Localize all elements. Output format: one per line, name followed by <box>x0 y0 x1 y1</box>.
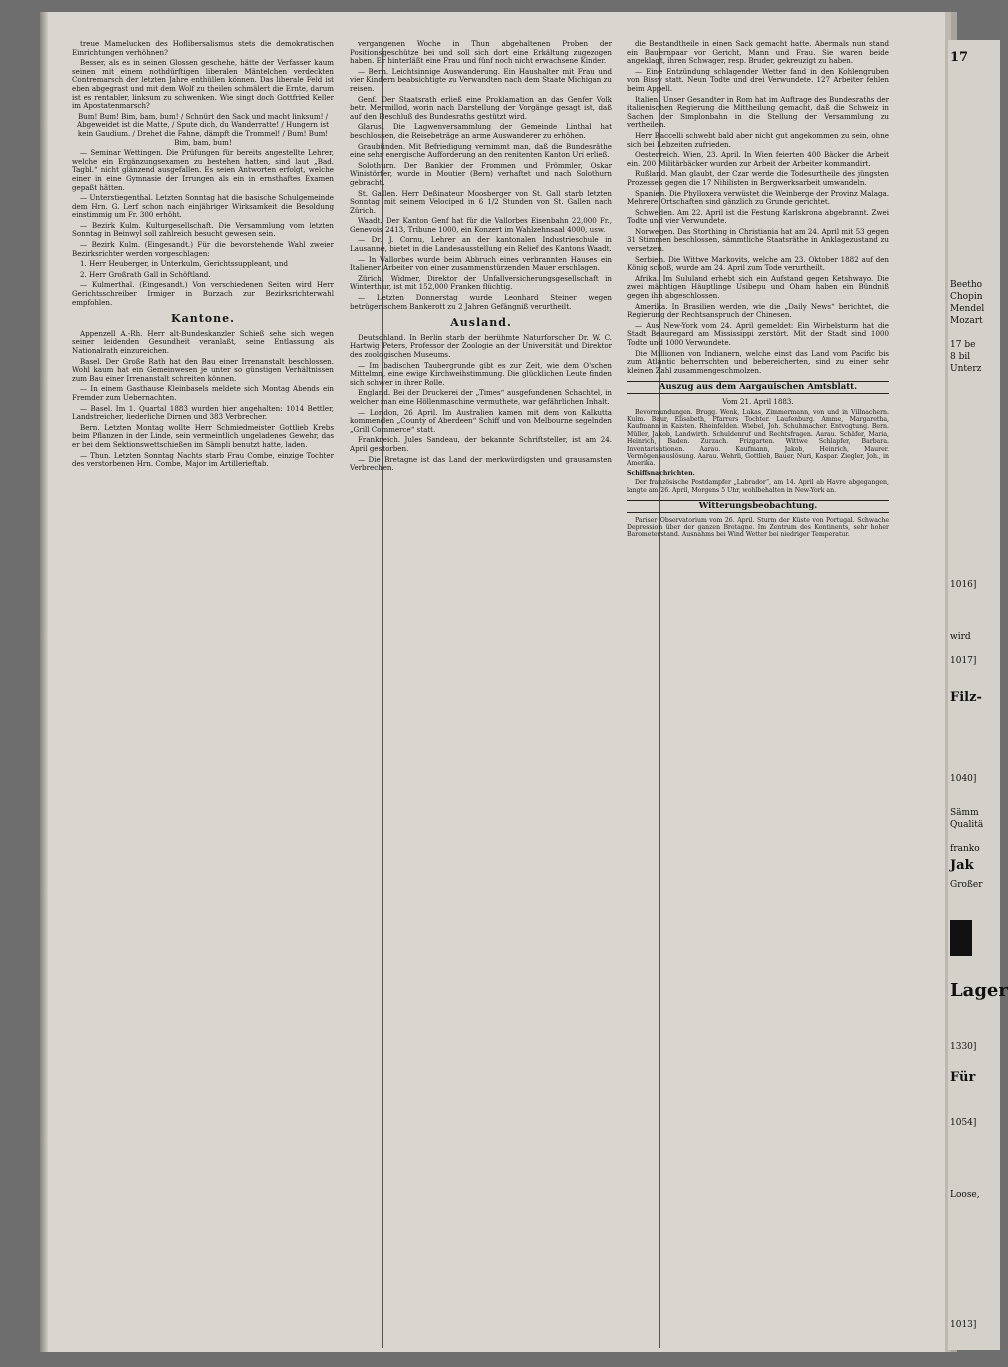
strip-text: Jak <box>950 858 974 873</box>
section-heading-ausland: Ausland. <box>450 316 512 330</box>
paragraph: treue Mamelucken des Hoflibersalismus stets die demokratischen Einrichtungen verhöhnen? <box>72 39 334 57</box>
paragraph: Graubünden. Mit Befriedigung vernimmt man, daß die Bundesräthe eine sehr energische Aufforderung an den renitenten Kanton Uri erließ. <box>350 141 612 160</box>
weather-text: Pariser Observatorium vom 26. April. Sturm der Küste von Portugal. Schwache Depression über der ganzen Bretagne. Im Zentrum des Kontinents, sehr hoher Barometerstand. Ausnahms bei Wind Wetter bei niedriger Temperatur. <box>627 516 889 539</box>
paragraph: Glarus. Die Lagwenversammlung der Gemeinde Linthal hat beschlossen, die Reisebeträge an arme Auswanderer zu erhöhen. <box>350 122 612 140</box>
strip-text: Mendel <box>950 304 985 314</box>
paragraph: Afrika. Im Sululand erhebt sich ein Aufstand gegen Ketshwayo. Die zwei mächtigen Häuptlinge Usibepu und Oham haben ein Bündniß gegen ihn abgeschlossen. <box>627 273 889 301</box>
paragraph: Besser, als es in seinen Glossen geschehe, hätte der Verfasser kaum seinen mit einem nothdürftigen liberalen Mäntelchen verdeckten Contremarsch der letzten Jahre enthüllen können. Das liberale Feld ist eben abgegrast und mit dem Wolf zu theilen schmälert die Ernte, darum ist es rentabler, linksum zu schwenken. Wie singt doch Gottfried Keller im Apostatenmarsch? <box>72 58 334 111</box>
paragraph: — Eine Entzündung schlagender Wetter fand in den Kohlengruben von Bissy statt. Neun Todte und drei Verwundete. 127 Arbeiter fehlen beim Appell. <box>627 66 889 93</box>
paragraph: Oesterreich. Wien, 23. April. In Wien feierten 400 Bäcker die Arbeit ein. 200 Militärbäcker wurden zur Arbeit der Arbeiter kommandirt. <box>627 150 889 168</box>
strip-text: Filz- <box>950 690 982 705</box>
paragraph: vergangenen Woche in Thun abgehaltenen Proben der Positionsgeschütze bei und soll sich dort eine Erkältung zugezogen haben. Er hinterläßt eine Frau und fünf noch nicht erwachsene Kinder. <box>350 39 612 66</box>
paragraph: Schweden. Am 22. April ist die Festung Karlskrona abgebrannt. Zwei Todte und vier Verwundete. <box>627 207 889 226</box>
strip-text: 1017] <box>950 656 977 666</box>
paragraph: Waadt. Der Kanton Genf hat für die Vallorbes Eisenbahn 22,000 Fr., Genevois 2413, Tribune 1000, ein Konzert im Wahlzehnsaal 4000, usw. <box>350 216 612 234</box>
strip-text: 8 bil <box>950 352 971 362</box>
strip-text: 1040] <box>950 774 977 784</box>
poem-verse: Bum! Bum! Bim, bam, bum! / Schnürt den Sack und macht linksum! / Abgeweidet ist die Matte, / Spute dich, du Wanderratte! / Hungern ist kein Gaudium. / Drehet die Fahne, dämpft die Trommel! / Bum! Bum! Bim, bam, bum! <box>76 111 330 147</box>
paragraph: Genf. Der Staatsrath erließ eine Proklamation an das Genfer Volk betr. Mermillod, worin nach Darstellung der Vorgänge gesagt ist, daß auf den Beschluß des Bundesraths gestützt wird. <box>350 94 612 121</box>
candidate-item: 1. Herr Heuberger, in Unterkulm, Gerichtssuppleant, und <box>80 259 288 269</box>
paragraph: Bern. Letzten Montag wollte Herr Schmiedmeister Gottlieb Krebs beim Pflanzen in der Linde, sein vermeintlich ungeladenes Gewehr, das er bei dem Sektionswettschießen im Sämpli benutzt hatte, laden. <box>72 422 334 449</box>
paragraph: Appenzell A.-Rh. Herr alt-Bundeskanzler Schieß sehe sich wegen seiner leidenden Gesundheit veranlaßt, seine Entlassung als Nationalrath einzureichen. <box>72 328 334 355</box>
paragraph: England. Bei der Druckerei der „Times“ ausgefundenen Schachtel, in welcher man eine Höllenmaschine vermuthete, war gefährlichen Inhalt. <box>350 388 612 406</box>
amtsblatt-date: Vom 21. April 1883. <box>722 396 794 406</box>
paragraph: — Seminar Wettingen. Die Prüfungen für bereits angestellte Lehrer, welche ein Ergänzungsexamen zu bestehen hatten, sind laut „Bad. Tagbl.“ nicht glänzend ausgefallen. Es seien Antworten erfolgt, welche einer in eine Gymnasie der Irrungen als ein in ernsthaftes Examen gepaßt hätten. <box>72 148 334 192</box>
paragraph: — Bezirk Kulm. Kulturgesellschaft. Die Versammlung vom letzten Sonntag in Beinwyl soll zahlreich besucht gewesen sein. <box>72 220 334 239</box>
strip-text: Sämm <box>950 808 979 818</box>
cross-icon <box>950 920 972 956</box>
strip-text: 1054] <box>950 1118 977 1128</box>
paragraph: — Dr. J. Cornu, Lehrer an der kantonalen Industrieschule in Lausanne, bietet in die Landesausstellung ein Relief des Kantons Waadt. <box>350 235 612 254</box>
adjacent-page-strip <box>948 40 1008 1350</box>
paragraph: — Aus New-York vom 24. April gemeldet: Ein Wirbelsturm hat die Stadt Beauregard am Mississippi zerstört. Mit der Stadt sind 1000 Todte und 1000 Verwundete. <box>627 320 889 347</box>
strip-text: Mozart <box>950 316 983 326</box>
page-binding-edge <box>40 12 48 1352</box>
strip-text: Beetho <box>950 280 983 290</box>
strip-text: Großer <box>950 880 983 890</box>
column-2 <box>350 40 612 1340</box>
amtsblatt-title: Auszug aus dem Aargauischen Amtsblatt. <box>627 381 889 394</box>
paragraph: Solothurn. Der Bankier der Frommen und Frömmler, Oskar Winistörfer, wurde in Moutier (Bern) verhaftet und nach Solothurn gebracht. <box>350 160 612 187</box>
paragraph: — Die Bretagne ist das Land der merkwürdigsten und grausamsten Verbrechen. <box>350 454 612 473</box>
paragraph: — Kulmerthal. (Eingesandt.) Von verschiedenen Seiten wird Herr Gerichtsschreiber Irmiger in Burzach zur Bezirksrichterwahl empfohlen. <box>72 280 334 307</box>
strip-text: Qualitä <box>950 820 984 830</box>
paragraph: St. Gallen. Herr Deßinateur Moosberger von St. Gall starb letzten Sonntag mit seinem Velociped in 6 1/2 Stunden von St. Gallen nach Zürich. <box>350 188 612 215</box>
strip-text: Loose, <box>950 1190 980 1200</box>
paragraph: Herr Baccelli schwebt bald aber nicht gut angekommen zu sein, ohne sich bei Lebzeiten zufrieden. <box>627 130 889 149</box>
paragraph: Serbien. Die Wittwe Markovits, welche am 23. Oktober 1882 auf den König schoß, wurde am 24. April zum Tode verurtheilt. <box>627 254 889 273</box>
ship-news-title: Schiffsnachrichten. <box>627 469 695 477</box>
strip-text: wird <box>950 632 971 642</box>
paragraph: — Bezirk Kulm. (Eingesandt.) Für die bevorstehende Wahl zweier Bezirksrichter werden vorgeschlagen: <box>72 240 334 258</box>
paragraph: Deutschland. In Berlin starb der berühmte Naturforscher Dr. W. C. Hartwig Peters, Professor der Zoologie an der Universität und Direktor des zoologischen Museums. <box>350 332 612 359</box>
strip-text: 17 be <box>950 340 976 350</box>
weather-title: Witterungsbeobachtung. <box>627 500 889 513</box>
paragraph: — Letzten Donnerstag wurde Leonhard Steiner wegen betrügerischem Bankerott zu 2 Jahren Gefängniß verurtheilt. <box>350 293 612 311</box>
section-heading-kantone: Kantone. <box>171 312 235 326</box>
amtsblatt-text: Bevormundungen. Brugg. Wenk, Lukas, Zimmermann, von und in Villnachern. Kulm. Baur, Elisabeth, Pfarrers Tochter. Laufenburg. Amme, Margaretha, Kaufmann in Kaisten. Rheinfelden. Wiebel, Joh. Schuhmacher. Entvogtung. Bern. Müller, Jakob, Landwirth. Schuldenruf und Rechtsfragen. Aarau. Schäfer, Maria, Heinrich, Baden. Zurzach. Frizgarten. Wittwe Schlapfer, Barbara. Inventarisationen. Aarau. Kaufmann, Jakob, Heinrich, Maurer. Vermögensauslösung. Aarau. Wehrli, Gottlieb, Bauer, Nuri, Kaspar. Ziegler, Joh., in Amerika. <box>627 408 889 468</box>
strip-text: 17 <box>950 50 969 65</box>
paragraph: — Unterstiegenthal. Letzten Sonntag hat die basische Schulgemeinde dem Hrn. G. Lerf schon nach einjähriger Wirksamkeit die Besoldung einstimmig um Fr. 300 erhöht. <box>72 193 334 220</box>
paragraph: die Bestandtheile in einen Sack gemacht hatte. Abermals nun stand ein Bauernpaar vor Gericht, Mann und Frau. Sie waren beide angeklagt, ihren Schwager, resp. Bruder, gekreuzigt zu haben. <box>627 39 889 66</box>
paragraph: Frankreich. Jules Sandeau, der bekannte Schriftsteller, ist am 24. April gestorben. <box>350 435 612 453</box>
paragraph: Zürich. Widmer, Direktor der Unfallversicherungsgesellschaft in Winterthur, ist mit 152,000 Franken flüchtig. <box>350 273 612 292</box>
strip-text: 1013] <box>950 1320 977 1330</box>
paragraph: Basel. Der Große Rath hat den Bau einer Irrenanstalt beschlossen. Wohl kaum hat ein Gemeinwesen je unter so günstigen Verhältnissen zum Bau einer Irrenanstalt schreiten können. <box>72 356 334 383</box>
candidate-item: 2. Herr Großrath Gall in Schöftland. <box>80 269 211 279</box>
strip-text: franko <box>950 844 980 854</box>
paragraph: — Im badischen Taubergrunde gibt es zur Zeit, wie dem O'schen Mittelmn, eine ewige Kirchweihstimmung. Die glücklichen Leute finden sich schwer in ihrer Rolle. <box>350 360 612 387</box>
paragraph: — London, 26 April. Im Australien kamen mit dem von Kalkutta kommenden „County of Aberdeen“ Schiff und von Melbourne segelnden „Grill Commerce“ statt. <box>350 407 612 434</box>
strip-text: 1330] <box>950 1042 977 1052</box>
strip-text: Für <box>950 1070 976 1085</box>
strip-text: 1016] <box>950 580 977 590</box>
paragraph: Norwegen. Das Storthing in Christiania hat am 24. April mit 53 gegen 31 Stimmen beschlossen, sämmtliche Staatsräthe in Anklagezustand zu versetzen. <box>627 226 889 254</box>
paragraph: — Thun. Letzten Sonntag Nachts starb Frau Combe, einzige Tochter des verstorbenen Hrn. Combe, Major im Artillerieftab. <box>72 450 334 469</box>
paragraph: Italien. Unser Gesandter in Rom hat im Auftrage des Bundesraths der italienischen Regierung die Mittheilung gemacht, daß die Schweiz in Sachen der Simplonbahn in die Stellung der Versammlung zu vertheilen. <box>627 94 889 130</box>
paragraph: Rußland. Man glaubt, der Czar werde die Todesurtheile des jüngsten Prozesses gegen die 17 Nihilisten in Bergwerksarbeit umwandeln. <box>627 169 889 187</box>
column-1 <box>72 40 334 1340</box>
paragraph: Spanien. Die Phylloxera verwüstet die Weinberge der Provinz Malaga. Mehrere Ortschaften sind gänzlich zu Grunde gerichtet. <box>627 188 889 207</box>
paragraph: — In Vallorbes wurde beim Abbruch eines verbrannten Hauses ein Italiener Arbeiter von einer zusammenstürzenden Mauer erschlagen. <box>350 254 612 273</box>
strip-text: Unterz <box>950 364 982 374</box>
strip-text: Lager <box>950 980 1008 1001</box>
paragraph: — In einem Gasthause Kleinbasels meldete sich Montag Abends ein Fremder zum Uebernachten. <box>72 384 334 402</box>
ship-news-text: Der französische Postdampfer „Labrador“, am 14. April ab Havre abgegangen, langte am 26. April, Morgens 5 Uhr, wohlbehalten in New-York an. <box>627 479 889 494</box>
paragraph: — Bern. Leichtsinnige Auswanderung. Ein Haushalter mit Frau und vier Kindern beabsichtigte zu Verwandten nach dem Staate Michigan zu reisen. <box>350 66 612 93</box>
column-3 <box>627 40 889 1340</box>
paragraph: — Basel. Im 1. Quartal 1883 wurden hier angehalten: 1014 Bettler, Landstreicher, liederliche Dirnen und 383 Verbrecher. <box>72 403 334 422</box>
strip-text: Chopin <box>950 292 983 302</box>
paragraph: Amerika. In Brasilien werden, wie die „Daily News“ berichtet, die Regierung der Rechtsanspruch der Chinesen. <box>627 301 889 320</box>
paragraph: Die Millionen von Indianern, welche einst das Land vom Pacific bis zum Atlantic beherrschten und bebereicherten, sind zu einer sehr kleinen Zahl zusammengeschmolzen. <box>627 348 889 375</box>
